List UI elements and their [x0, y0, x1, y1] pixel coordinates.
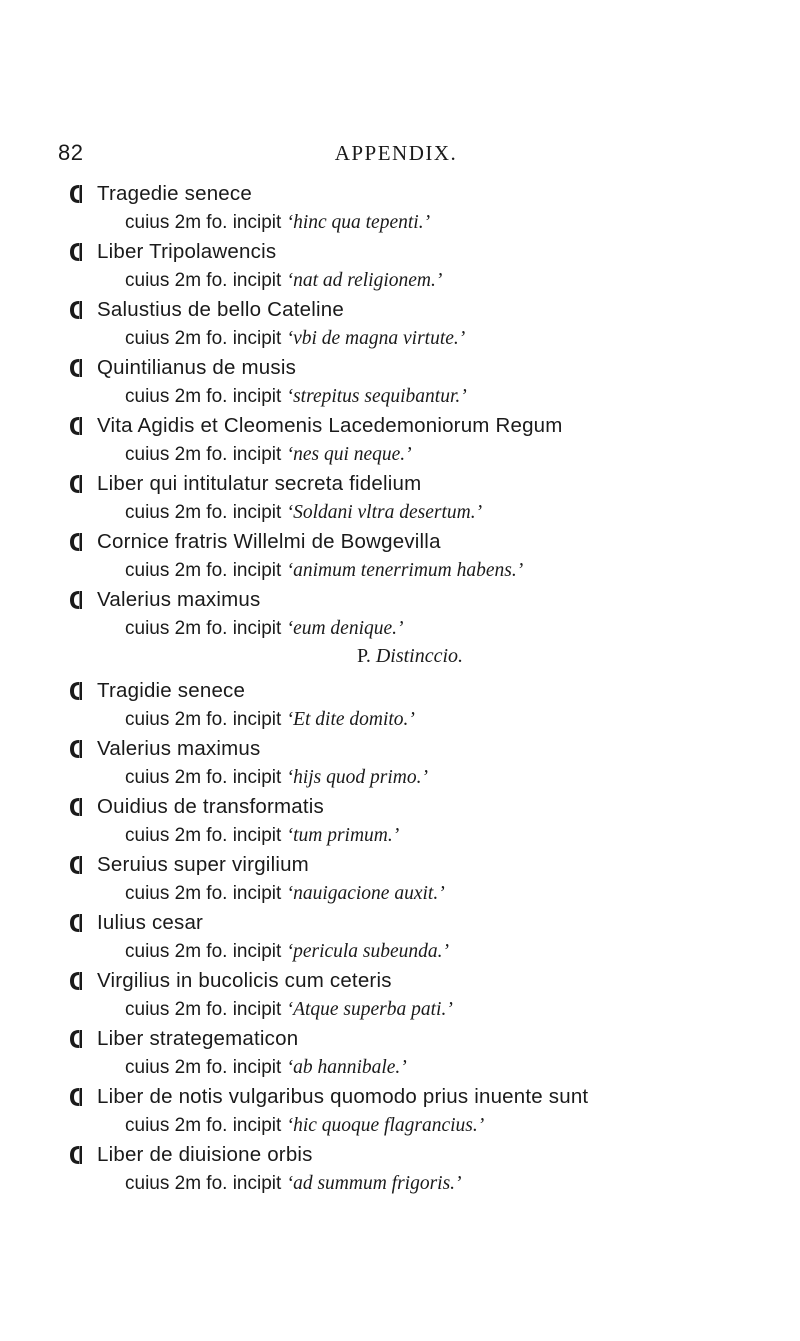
incipit-quote: ‘nauigacione auxit.’ [286, 883, 445, 904]
incipit-prefix: cuius 2m fo. incipit [125, 999, 282, 1020]
incipit-prefix: cuius 2m fo. incipit [125, 1115, 282, 1136]
entry-incipit-line [125, 209, 430, 237]
incipit-quote: ‘ab hannibale.’ [286, 1057, 407, 1078]
page-header [58, 135, 734, 171]
incipit-prefix: cuius 2m fo. incipit [125, 560, 282, 581]
catalogue-entry [0, 238, 800, 296]
catalogue-entry [0, 909, 800, 967]
incipit-quote: ‘Et dite domito.’ [286, 709, 415, 730]
incipit-quote: ‘nat ad religionem.’ [286, 270, 443, 291]
incipit-quote: ‘nes qui neque.’ [286, 444, 412, 465]
catalogue-entry [0, 528, 800, 586]
incipit-quote: ‘animum tenerrimum habens.’ [286, 560, 524, 581]
entry-title: Vita Agidis et Cleomenis Lacedemoniorum Regum [97, 414, 563, 437]
paragraph-mark-icon [67, 796, 83, 818]
entry-title: Liber de diuisione orbis [97, 1143, 313, 1166]
incipit-prefix: cuius 2m fo. incipit [125, 212, 282, 233]
catalogue-list-before [0, 180, 800, 644]
entry-incipit-line [125, 557, 523, 585]
entry-title: Liber strategematicon [97, 1027, 299, 1050]
catalogue-entry [0, 1025, 800, 1083]
paragraph-mark-icon [67, 589, 83, 611]
catalogue-entry [0, 1083, 800, 1141]
paragraph-mark-icon [67, 1086, 83, 1108]
entry-title: Tragidie senece [97, 679, 246, 702]
catalogue-entry [0, 354, 800, 412]
paragraph-mark-icon [67, 1028, 83, 1050]
entry-title: Tragedie senece [97, 182, 252, 205]
incipit-prefix: cuius 2m fo. incipit [125, 709, 282, 730]
entry-title: Ouidius de transformatis [97, 795, 324, 818]
incipit-quote: ‘hinc qua tepenti.’ [286, 212, 431, 233]
paragraph-mark-icon [67, 854, 83, 876]
entry-incipit-line [125, 764, 428, 792]
section-heading [0, 642, 800, 670]
catalogue-entry [0, 735, 800, 793]
paragraph-mark-icon [67, 415, 83, 437]
incipit-prefix: cuius 2m fo. incipit [125, 328, 282, 349]
entry-incipit-line [125, 996, 453, 1024]
incipit-quote: ‘Soldani vltra desertum.’ [286, 502, 483, 523]
entry-title: Valerius maximus [97, 737, 261, 760]
incipit-prefix: cuius 2m fo. incipit [125, 941, 282, 962]
entry-title: Liber Tripolawencis [97, 240, 277, 263]
paragraph-mark-icon [67, 738, 83, 760]
incipit-prefix: cuius 2m fo. incipit [125, 825, 282, 846]
entry-incipit-line [125, 1054, 407, 1082]
entry-incipit-line [125, 706, 415, 734]
incipit-prefix: cuius 2m fo. incipit [125, 444, 282, 465]
catalogue-entry [0, 851, 800, 909]
entry-incipit-line [125, 938, 449, 966]
incipit-prefix: cuius 2m fo. incipit [125, 618, 282, 639]
entry-incipit-line [125, 267, 442, 295]
entry-incipit-line [125, 441, 412, 469]
catalogue-entry [0, 586, 800, 644]
paragraph-mark-icon [67, 680, 83, 702]
catalogue-entry [0, 470, 800, 528]
catalogue-entry [0, 967, 800, 1025]
paragraph-mark-icon [67, 473, 83, 495]
entry-title: Valerius maximus [97, 588, 261, 611]
section-letter: P. [356, 645, 371, 667]
incipit-quote: ‘ad summum frigoris.’ [286, 1173, 462, 1194]
paragraph-mark-icon [67, 970, 83, 992]
entry-title: Quintilianus de musis [97, 356, 297, 379]
running-title: APPENDIX. [334, 141, 458, 165]
incipit-prefix: cuius 2m fo. incipit [125, 502, 282, 523]
entry-incipit-line [125, 499, 482, 527]
paragraph-mark-icon [67, 183, 83, 205]
incipit-prefix: cuius 2m fo. incipit [125, 386, 282, 407]
catalogue-entry [0, 412, 800, 470]
catalogue-entry [0, 793, 800, 851]
incipit-prefix: cuius 2m fo. incipit [125, 270, 282, 291]
paragraph-mark-icon [67, 241, 83, 263]
catalogue-entry [0, 296, 800, 354]
entry-incipit-line [125, 822, 399, 850]
entry-title: Virgilius in bucolicis cum ceteris [97, 969, 392, 992]
incipit-quote: ‘hic quoque flagrancius.’ [286, 1115, 485, 1136]
paragraph-mark-icon [67, 531, 83, 553]
incipit-quote: ‘vbi de magna virtute.’ [286, 328, 466, 349]
incipit-prefix: cuius 2m fo. incipit [125, 883, 282, 904]
incipit-quote: ‘strepitus sequibantur.’ [286, 386, 467, 407]
catalogue-list-after [0, 677, 800, 1199]
paragraph-mark-icon [67, 1144, 83, 1166]
entry-incipit-line [125, 615, 404, 643]
page-number: 82 [58, 140, 84, 165]
incipit-quote: ‘hijs quod primo.’ [286, 767, 428, 788]
incipit-quote: ‘eum denique.’ [286, 618, 404, 639]
incipit-prefix: cuius 2m fo. incipit [125, 1173, 282, 1194]
entry-title: Liber qui intitulatur secreta fidelium [97, 472, 422, 495]
paragraph-mark-icon [67, 357, 83, 379]
entry-incipit-line [125, 383, 467, 411]
catalogue-entry [0, 180, 800, 238]
paragraph-mark-icon [67, 299, 83, 321]
entry-incipit-line [125, 1112, 484, 1140]
paragraph-mark-icon [67, 912, 83, 934]
section-title: Distinccio. [375, 645, 464, 667]
entry-title: Iulius cesar [97, 911, 204, 934]
incipit-quote: ‘Atque superba pati.’ [286, 999, 453, 1020]
entry-title: Seruius super virgilium [97, 853, 309, 876]
entry-title: Cornice fratris Willelmi de Bowgevilla [97, 530, 441, 553]
catalogue-entry [0, 1141, 800, 1199]
incipit-prefix: cuius 2m fo. incipit [125, 767, 282, 788]
entry-title: Liber de notis vulgaribus quomodo prius inuente sunt [97, 1085, 589, 1108]
entry-incipit-line [125, 880, 445, 908]
incipit-quote: ‘pericula subeunda.’ [286, 941, 450, 962]
entry-title: Salustius de bello Cateline [97, 298, 344, 321]
entry-incipit-line [125, 1170, 462, 1198]
entry-incipit-line [125, 325, 465, 353]
incipit-prefix: cuius 2m fo. incipit [125, 1057, 282, 1078]
catalogue-entry [0, 677, 800, 735]
incipit-quote: ‘tum primum.’ [286, 825, 400, 846]
